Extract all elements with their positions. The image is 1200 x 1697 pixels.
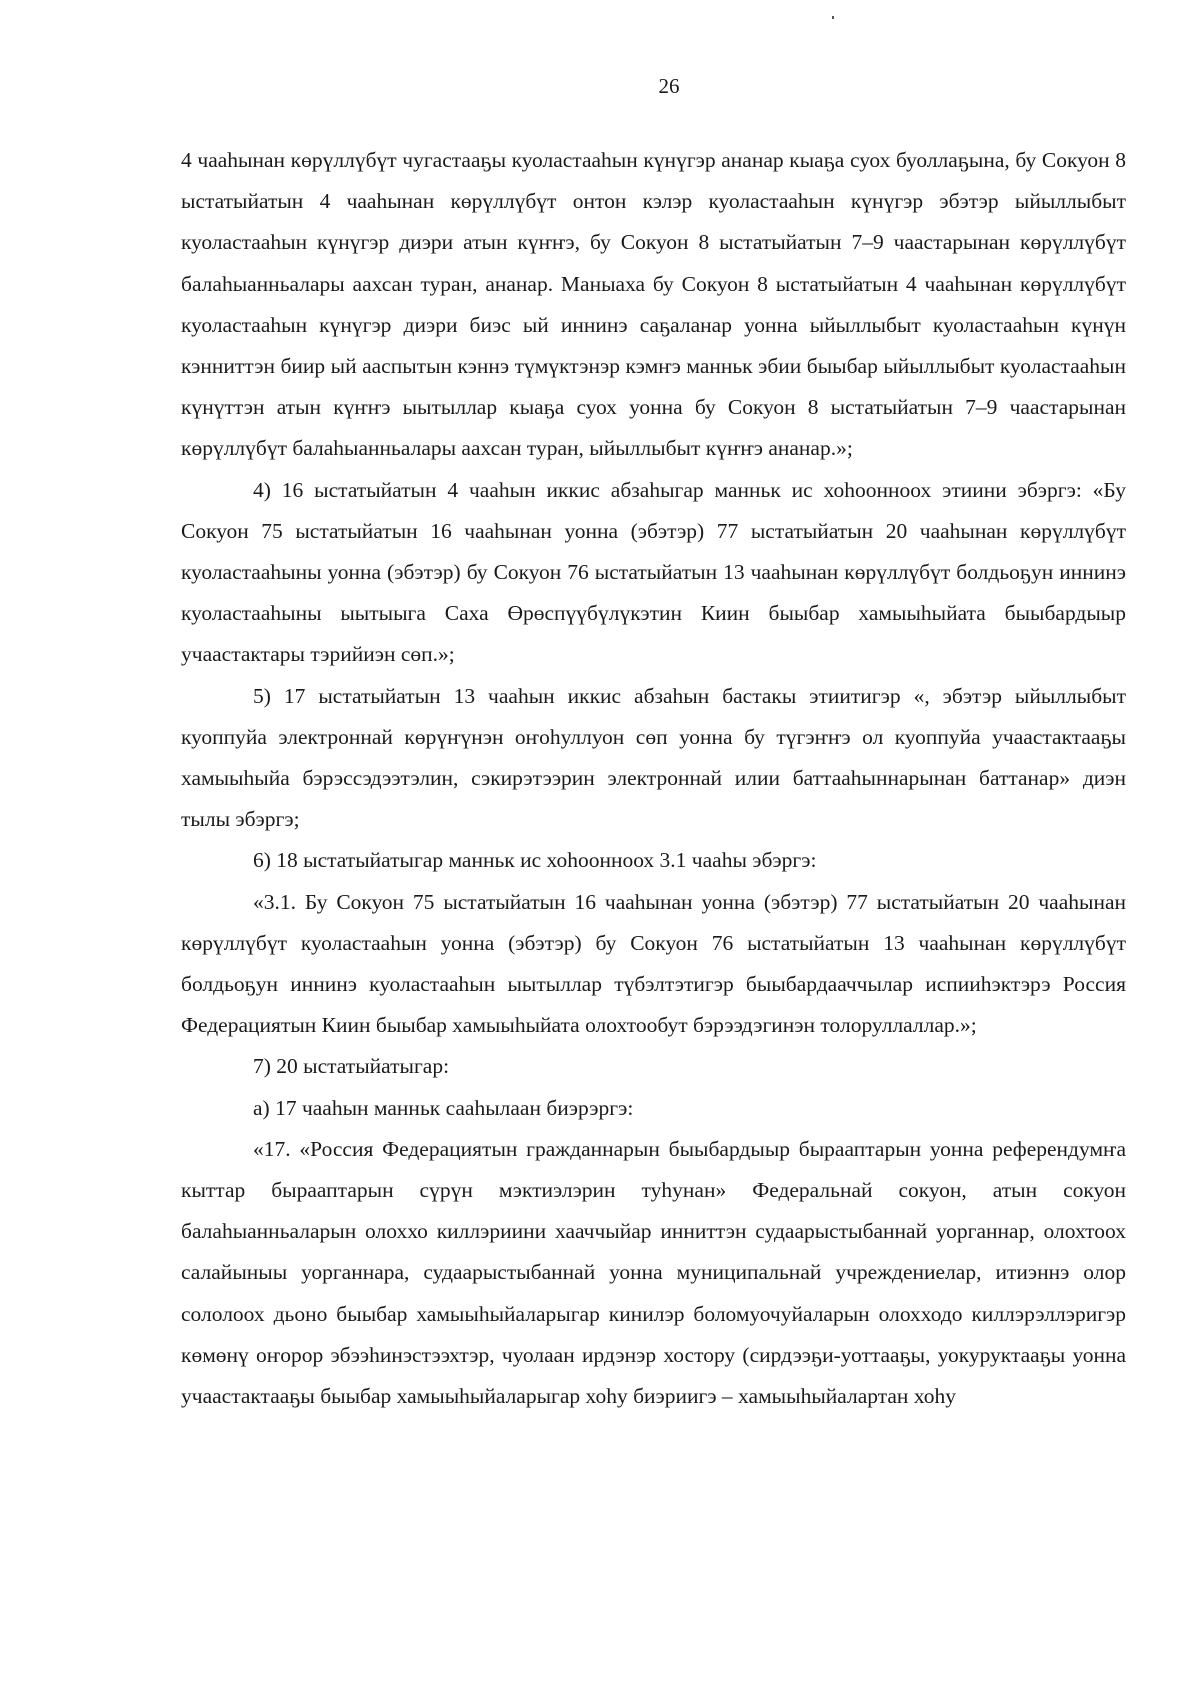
body-text — [181, 140, 1126, 1417]
paragraph-2: 4) 16 ыстатыйатын 4 чааһын иккис абзаһыгар манньк ис хоһоонноох этиини эбэргэ: «Бу Сокуон 75 ыстатыйатын 16 чааһынан уонна (эбэтэр) 77 ыстатыйатын 20 чааһынан көрүллүбүт куоластааһыны уонна (эбэтэр) бу Сокуон 76 ыстатыйатын 13 чааһынан көрүллүбүт болдьоҕун иннинэ куоластааһыны ыытыыга Саха Өрөспүүбүлүкэтин Киин быыбар хамыыһыйата быыбардыыр учаастактары тэрийиэн сөп.»; — [181, 477, 1126, 667]
page-number: 26 — [658, 74, 680, 98]
paragraph-8: «17. «Россия Федерациятын гражданнарын быыбардыыр бырааптарын уонна референдумҥа кыттар бырааптарын сүрүн мэктиэлэрин туһунан» Федеральнай сокуон, атын сокуон балаһыанньаларын олоххо киллэриини хааччыйар инниттэн судаарыстыбаннай уорганнар, олохтоох салайыныы уорганнара, судаарыстыбаннай уонна муниципальнай учреждениелар, итиэннэ олор сололоох дьоно быыбар хамыыһыйаларыгар кинилэр боломуочуйаларын олохходо киллэрэллэригэр көмөнү оҥорор эбээһинэстээхтэр, чуолаан ирдэнэр хостору (сирдээҕи-уоттааҕы, уокуруктааҕы уонна учаастактааҕы быыбар хамыыһыйаларыгар хоһу биэриигэ – хамыыһыйалартан хоһу — [181, 1136, 1126, 1409]
scan-speck — [832, 16, 834, 19]
paragraph-5: «3.1. Бу Сокуон 75 ыстатыйатын 16 чааһынан уонна (эбэтэр) 77 ыстатыйатын 20 чааһынан көрүллүбүт куоластааһын уонна (эбэтэр) бу Сокуон 76 ыстатыйатын 13 чааһынан көрүллүбүт болдьоҕун иннинэ куоластааһын ыытыллар түбэлтэтигэр быыбардааччылар испииһэктэрэ Россия Федерациятын Киин быыбар хамыыһыйата олохтообут бэрээдэгинэн толоруллаллар.»; — [181, 889, 1126, 1038]
paragraph-3: 5) 17 ыстатыйатын 13 чааһын иккис абзаһын бастакы этиитигэр «, эбэтэр ыйыллыбыт куоппуйа электроннай көрүҥүнэн оҥоһуллуон сөп уонна бу түгэҥҥэ ол куоппуйа учаастактааҕы хамыыһыйа бэрэссэдээтэлин, сэкирэтээрин электроннай илии баттааһыннарынан баттанар» диэн тылы эбэргэ; — [181, 683, 1126, 832]
paragraph-6: 7) 20 ыстатыйатыгар: — [253, 1054, 450, 1079]
paragraph-4: 6) 18 ыстатыйатыгар манньк ис хоһоонноох 3.1 чааһы эбэргэ: — [253, 848, 817, 873]
paragraph-7: а) 17 чааһын манньк сааһылаан биэрэргэ: — [253, 1095, 634, 1120]
paragraph-1: 4 чааһынан көрүллүбүт чугастааҕы куоластааһын күнүгэр ананар кыаҕа суох буоллаҕына, бу Сокуон 8 ыстатыйатын 4 чааһынан көрүллүбүт онтон кэлэр куоластааһын күнүгэр эбэтэр ыйыллыбыт куоластааһын күнүгэр диэри атын күҥҥэ, бу Сокуон 8 ыстатыйатын 7–9 чаастарынан көрүллүбүт балаһыанньалары аахсан туран, ананар. Маныаха бу Сокуон 8 ыстатыйатын 4 чааһынан көрүллүбүт куоластааһын күнүгэр диэри биэс ый иннинэ саҕаланар уонна ыйыллыбыт куоластааһын күнүн кэнниттэн биир ый ааспытын кэннэ түмүктэнэр кэмҥэ манньк эбии быыбар ыйыллыбыт куоластааһын күнүттэн атын күҥҥэ ыытыллар кыаҕа суох уонна бу Сокуон 8 ыстатыйатын 7–9 чаастарынан көрүллүбүт балаһыанньалары аахсан туран, ыйыллыбыт күҥҥэ ананар.»; — [181, 148, 1126, 461]
